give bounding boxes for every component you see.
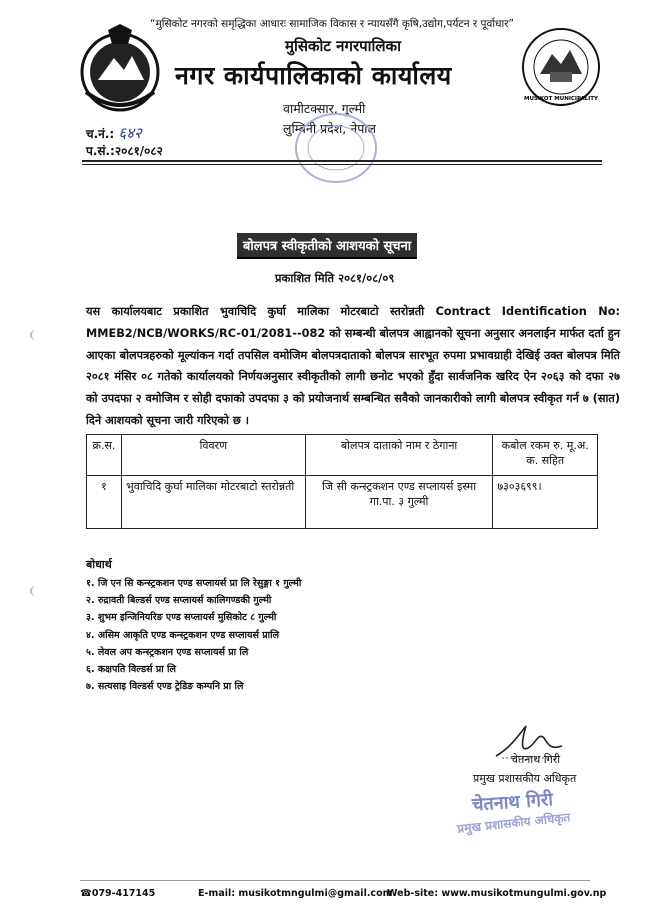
- signatory-name: चेतनाथ गिरी: [511, 753, 561, 766]
- bid-table: [86, 434, 598, 529]
- header-divider-thin: [82, 164, 602, 165]
- office-province: लुम्बिनी प्रदेश, नेपाल: [283, 121, 377, 136]
- header-description: विवरण: [121, 435, 305, 476]
- list-item: ७. सत्यसाइ विल्डर्स एण्ड ट्रेडिङ कम्पनि प्रा लि: [86, 681, 244, 693]
- cell-bidder: जि सी कन्स्ट्रकशन एण्ड सप्लायर्स इस्मा गा.पा. ३ गुल्मी: [305, 476, 493, 529]
- list-item: २. रुद्रावती बिल्डर्स एण्ड सप्लायर्स कालिगण्डकी गुल्मी: [86, 595, 272, 607]
- ch-no-label: च.नं.:: [86, 127, 115, 141]
- notice-body: यस कार्यालयबाट प्रकाशित भुवाचिदि कुर्घा मालिका मोटरबाटो स्तरोन्नती Contract Identification No: MMEB2/NCB/WORKS/RC-01/2081--082 को सम्बन्धी बोलपत्र आह्वानको सूचना अनुसार अनलाईन मार्फत दर्ता हुन आएका बोलपत्रहरुको मूल्यांकन गर्दा तपसिल वमोजिम बोलपत्रदाताको बोलपत्र सारभूत रुपमा प्रभावग्राही देखिई उक्त बोलपत्र मिति २०८१ मंसिर ०८ गतेको कार्यालयको निर्णयअनुसार स्वीकृतीको लागी छनोट भएको हुँदा सार्वजनिक खरिद ऐन २०६३ को दफा २७ को उपदफा २ वमोजिम र सोही दफाको उपदफा ३ को प्रयोजनार्थ सम्बन्धित सवैको जानकारीको लागी बोलपत्र स्वीकृत गर्न ७ (सात) दिने आशयको सूचना जारी गरिएको छ ।: [86, 305, 620, 427]
- logo-municipality-text: MUSIKOT MUNICIPALITY: [523, 96, 599, 102]
- header-sn: क्र.स.: [87, 435, 122, 476]
- reference-number: [86, 123, 142, 143]
- musikot-municipality-logo: [520, 26, 602, 108]
- table-row: [87, 476, 598, 529]
- nepal-government-emblem-logo: [74, 22, 166, 114]
- header-bidder: बोलपत्र दाताको नाम र ठेगाना: [305, 435, 493, 476]
- footer-phone: ☎079-417145: [80, 888, 156, 899]
- list-item: ३. शुभम इन्जिनियरिङ एण्ड सप्लायर्स मुसिकोट ८ गुल्मी: [86, 612, 277, 624]
- footer-email: E-mail: musikotmngulmi@gmail.com: [198, 888, 393, 899]
- notice-title: बोलपत्र स्वीकृतीको आशयको सूचना: [237, 233, 417, 259]
- municipality-name: मुसिकोट नगरपालिका: [285, 37, 401, 55]
- list-item: ६. कक्षपति विल्डर्स प्रा लि: [86, 663, 176, 675]
- header-amount: कबोल रकम रु. मू.अ. क. सहित: [493, 435, 598, 476]
- stamp-designation: प्रमुख प्रशासकीय अधिकृत: [456, 810, 571, 836]
- table-header-row: [87, 435, 598, 476]
- office-name: नगर कार्यपालिकाको कार्यालय: [175, 61, 452, 90]
- office-seal-stamp: [290, 108, 382, 188]
- ch-no-value: ६४२: [118, 124, 142, 142]
- footer-divider: [80, 880, 590, 881]
- office-address: वामीटक्सार, गुल्मी: [283, 101, 366, 116]
- header-divider: [82, 160, 602, 162]
- punch-hole-mark: [30, 330, 42, 340]
- footer-website: Web-site: www.musikotmungulmi.gov.np: [387, 888, 607, 899]
- published-date: प्रकाशित मिति २०८१/०८/०९: [275, 271, 395, 285]
- stamp-name: चेतनाथ गिरी: [471, 789, 554, 816]
- signatory-designation: प्रमुख प्रशासकीय अधिकृत: [473, 772, 577, 785]
- list-item: ४. असिम आकृति एण्ड कन्स्ट्रकशन एण्ड सप्लायर्स प्रालि: [86, 629, 280, 641]
- cell-sn: १: [87, 476, 122, 529]
- cell-description: भुवाचिदि कुर्घा मालिका मोटरबाटो स्तरोन्नती: [121, 476, 305, 529]
- municipality-motto: “मुसिकोट नगरको समृद्धिका आधारः सामाजिक विकास र न्यायसँगै कृषि,उद्योग,पर्यटन र पूर्वाधार”: [150, 18, 514, 30]
- punch-hole-mark: [30, 586, 42, 596]
- cc-title: बोधार्थ: [86, 558, 112, 571]
- list-item: १. जि एन सि कन्स्ट्रकशन एण्ड सप्लायर्स प्रा लि रेसुङ्गा १ गुल्मी: [86, 578, 302, 589]
- cc-list: [86, 575, 301, 695]
- cell-amount: ७३०३६९९।: [493, 476, 598, 529]
- list-item: ५. लेवल अप कन्स्ट्रकशन एण्ड सप्लायर्स प्रा लि: [86, 646, 249, 658]
- fiscal-year: प.सं.:२०८१/०८२: [86, 144, 163, 158]
